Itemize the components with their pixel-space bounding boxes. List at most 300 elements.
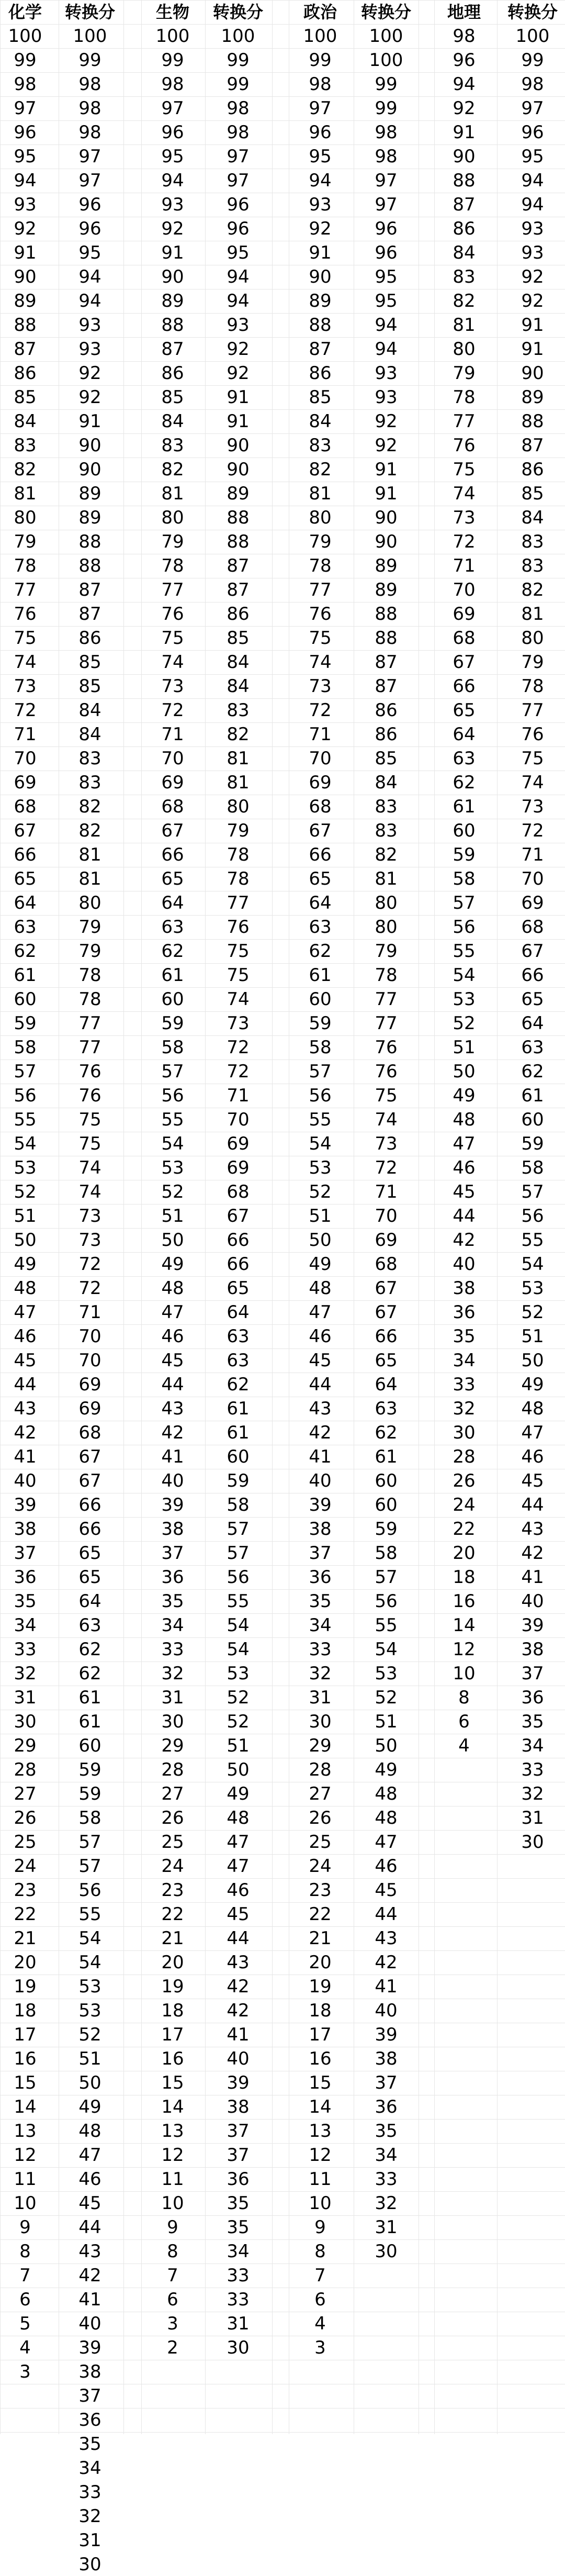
converted-score-cell: 53 [78,2000,101,2021]
raw-score-cell: 23 [309,1880,332,1901]
converted-score-cell: 59 [78,1759,101,1780]
converted-score-cell: 49 [78,2097,101,2117]
converted-score-cell: 51 [521,1326,544,1347]
converted-score-cell: 92 [227,363,250,384]
converted-score-cell: 92 [78,363,101,384]
raw-score-cell: 42 [309,1422,332,1443]
converted-score-cell: 61 [521,1085,544,1106]
raw-score-cell: 72 [309,700,332,721]
converted-score-cell: 67 [227,1206,250,1226]
raw-score-cell: 86 [309,363,332,384]
raw-score-cell: 3 [19,2361,31,2382]
converted-score-cell: 63 [78,1615,101,1636]
converted-score-cell: 89 [375,555,398,576]
converted-score-cell: 83 [78,748,101,769]
converted-score-cell: 99 [227,50,250,71]
raw-score-cell: 65 [161,868,184,889]
converted-score-cell: 81 [78,868,101,889]
raw-score-cell: 88 [453,170,476,191]
raw-score-cell: 69 [161,772,184,793]
raw-score-cell: 62 [14,941,37,962]
raw-score-cell: 98 [14,74,37,95]
raw-score-cell: 77 [309,579,332,600]
converted-score-cell: 73 [521,796,544,817]
converted-score-cell: 72 [78,1278,101,1299]
raw-score-cell: 15 [161,2072,184,2093]
raw-score-cell: 4 [19,2337,31,2358]
converted-score-cell: 35 [227,2217,250,2238]
raw-score-cell: 38 [161,1519,184,1540]
converted-score-cell: 62 [78,1639,101,1660]
raw-score-cell: 16 [453,1591,476,1612]
converted-score-cell: 47 [521,1422,544,1443]
converted-score-cell: 63 [375,1398,398,1419]
raw-score-cell: 21 [309,1928,332,1949]
raw-score-cell: 8 [314,2241,326,2262]
converted-score-cell: 49 [521,1374,544,1395]
converted-score-cell: 84 [375,772,398,793]
raw-score-cell: 31 [14,1687,37,1708]
raw-score-cell: 66 [161,844,184,865]
converted-score-cell: 68 [227,1181,250,1202]
raw-score-cell: 15 [309,2072,332,2093]
converted-score-cell: 34 [375,2145,398,2166]
converted-score-cell: 94 [78,266,101,287]
converted-score-cell: 47 [78,2145,101,2166]
converted-score-cell: 53 [375,1663,398,1684]
raw-score-cell: 87 [14,339,37,360]
raw-score-cell: 8 [19,2241,31,2262]
converted-score-cell: 90 [78,435,101,456]
converted-score-cell: 87 [78,604,101,625]
raw-score-cell: 3 [314,2337,326,2358]
raw-score-cell: 69 [309,772,332,793]
raw-score-cell: 64 [161,893,184,913]
raw-score-cell: 57 [14,1061,37,1082]
converted-score-cell: 87 [227,555,250,576]
converted-score-cell: 98 [227,98,250,119]
raw-score-cell: 82 [161,459,184,480]
raw-score-cell: 9 [314,2217,326,2238]
raw-score-cell: 74 [453,483,476,504]
converted-score-cell: 79 [78,941,101,962]
raw-score-cell: 10 [309,2193,332,2214]
raw-score-cell: 43 [14,1398,37,1419]
raw-score-cell: 100 [155,26,190,47]
raw-score-cell: 83 [14,435,37,456]
converted-score-cell: 78 [227,844,250,865]
converted-score-cell: 63 [521,1037,544,1058]
converted-score-cell: 90 [375,507,398,528]
raw-score-cell: 54 [14,1133,37,1154]
converted-score-cell: 31 [521,1808,544,1828]
grid-line-vertical [123,0,124,2434]
converted-score-cell: 98 [227,122,250,143]
converted-score-cell: 45 [78,2193,101,2214]
converted-score-cell: 77 [227,893,250,913]
raw-score-cell: 14 [161,2097,184,2117]
raw-score-cell: 44 [453,1206,476,1226]
converted-score-cell: 91 [375,483,398,504]
raw-score-cell: 84 [309,411,332,432]
converted-score-cell: 75 [78,1109,101,1130]
converted-score-cell: 39 [375,2024,398,2045]
converted-score-cell: 76 [78,1061,101,1082]
converted-score-cell: 93 [78,315,101,336]
converted-score-cell: 92 [227,339,250,360]
raw-score-cell: 63 [453,748,476,769]
converted-score-cell: 46 [227,1880,250,1901]
raw-score-cell: 98 [309,74,332,95]
converted-score-cell: 80 [521,628,544,649]
converted-score-cell: 74 [521,772,544,793]
raw-score-cell: 70 [309,748,332,769]
raw-score-cell: 92 [453,98,476,119]
converted-score-cell: 33 [78,2482,101,2503]
converted-score-cell: 98 [78,74,101,95]
converted-score-cell: 52 [227,1711,250,1732]
converted-score-cell: 73 [78,1206,101,1226]
raw-score-cell: 59 [161,1013,184,1034]
converted-score-header: 转换分 [212,2,263,22]
converted-score-cell: 76 [521,724,544,745]
converted-score-cell: 61 [227,1422,250,1443]
converted-score-cell: 98 [375,122,398,143]
converted-score-cell: 72 [227,1061,250,1082]
converted-score-cell: 32 [78,2506,101,2527]
converted-score-cell: 30 [375,2241,398,2262]
converted-score-cell: 64 [375,1374,398,1395]
converted-score-cell: 72 [78,1254,101,1275]
converted-score-cell: 42 [375,1952,398,1973]
converted-score-cell: 30 [227,2337,250,2358]
raw-score-cell: 96 [14,122,37,143]
raw-score-cell: 22 [453,1519,476,1540]
converted-score-cell: 91 [78,411,101,432]
raw-score-cell: 24 [453,1495,476,1515]
raw-score-cell: 57 [161,1061,184,1082]
raw-score-cell: 49 [14,1254,37,1275]
raw-score-cell: 17 [161,2024,184,2045]
raw-score-cell: 14 [453,1615,476,1636]
converted-score-cell: 57 [227,1519,250,1540]
converted-score-cell: 62 [375,1422,398,1443]
grid-line-vertical [272,0,273,2434]
converted-score-cell: 82 [375,844,398,865]
raw-score-cell: 40 [309,1470,332,1491]
converted-score-cell: 75 [375,1085,398,1106]
converted-score-cell: 90 [375,531,398,552]
converted-score-cell: 35 [375,2121,398,2142]
raw-score-cell: 10 [14,2193,37,2214]
converted-score-header: 转换分 [507,2,558,22]
raw-score-cell: 65 [309,868,332,889]
converted-score-cell: 95 [227,242,250,263]
raw-score-cell: 64 [309,893,332,913]
converted-score-cell: 55 [375,1615,398,1636]
raw-score-cell: 55 [309,1109,332,1130]
raw-score-cell: 27 [14,1783,37,1804]
raw-score-cell: 59 [309,1013,332,1034]
raw-score-cell: 89 [14,291,37,311]
raw-score-cell: 22 [14,1904,37,1925]
raw-score-cell: 13 [161,2121,184,2142]
raw-score-cell: 20 [14,1952,37,1973]
converted-score-cell: 66 [227,1230,250,1251]
converted-score-cell: 47 [227,1832,250,1853]
raw-score-cell: 20 [453,1543,476,1564]
converted-score-cell: 52 [521,1302,544,1323]
converted-score-cell: 94 [227,266,250,287]
converted-score-cell: 37 [375,2072,398,2093]
subject-header: 政治 [303,2,337,22]
raw-score-cell: 87 [309,339,332,360]
converted-score-cell: 31 [375,2217,398,2238]
converted-score-cell: 60 [521,1109,544,1130]
raw-score-cell: 75 [309,628,332,649]
raw-score-cell: 95 [309,146,332,167]
raw-score-cell: 40 [161,1470,184,1491]
raw-score-cell: 55 [14,1109,37,1130]
converted-score-cell: 95 [375,291,398,311]
raw-score-cell: 19 [14,1976,37,1997]
raw-score-cell: 17 [14,2024,37,2045]
converted-score-cell: 81 [227,748,250,769]
converted-score-cell: 68 [78,1422,101,1443]
raw-score-cell: 94 [453,74,476,95]
converted-score-cell: 38 [521,1639,544,1660]
converted-score-cell: 94 [521,170,544,191]
raw-score-cell: 44 [309,1374,332,1395]
raw-score-cell: 82 [309,459,332,480]
converted-score-cell: 64 [521,1013,544,1034]
raw-score-cell: 66 [309,844,332,865]
converted-score-cell: 96 [78,218,101,239]
converted-score-cell: 65 [227,1278,250,1299]
converted-score-cell: 66 [227,1254,250,1275]
raw-score-cell: 92 [14,218,37,239]
raw-score-cell: 13 [14,2121,37,2142]
converted-score-cell: 96 [375,242,398,263]
converted-score-cell: 87 [375,676,398,697]
converted-score-cell: 97 [521,98,544,119]
converted-score-cell: 97 [375,170,398,191]
raw-score-cell: 18 [453,1567,476,1588]
converted-score-cell: 99 [227,74,250,95]
converted-score-cell: 98 [521,74,544,95]
raw-score-cell: 30 [453,1422,476,1443]
converted-score-cell: 73 [227,1013,250,1034]
raw-score-cell: 99 [161,50,184,71]
raw-score-cell: 76 [453,435,476,456]
converted-score-cell: 48 [521,1398,544,1419]
converted-score-cell: 96 [375,218,398,239]
raw-score-cell: 60 [309,989,332,1010]
raw-score-cell: 12 [14,2145,37,2166]
grid-line-vertical [497,0,498,2434]
converted-score-cell: 88 [521,411,544,432]
converted-score-cell: 56 [227,1567,250,1588]
converted-score-cell: 75 [227,941,250,962]
raw-score-cell: 75 [453,459,476,480]
raw-score-cell: 60 [14,989,37,1010]
converted-score-cell: 45 [227,1904,250,1925]
converted-score-cell: 93 [521,242,544,263]
converted-score-cell: 78 [375,965,398,986]
raw-score-cell: 28 [14,1759,37,1780]
converted-score-cell: 83 [227,700,250,721]
converted-score-cell: 41 [521,1567,544,1588]
raw-score-cell: 96 [309,122,332,143]
converted-score-cell: 69 [375,1230,398,1251]
converted-score-cell: 58 [521,1157,544,1178]
converted-score-cell: 93 [375,363,398,384]
converted-score-cell: 37 [521,1663,544,1684]
raw-score-cell: 37 [309,1543,332,1564]
converted-score-cell: 43 [227,1952,250,1973]
converted-score-cell: 36 [78,2410,101,2430]
raw-score-cell: 81 [309,483,332,504]
raw-score-cell: 21 [14,1928,37,1949]
raw-score-cell: 94 [14,170,37,191]
converted-score-cell: 48 [227,1808,250,1828]
converted-score-cell: 42 [521,1543,544,1564]
raw-score-cell: 6 [314,2289,326,2310]
converted-score-cell: 70 [521,868,544,889]
converted-score-cell: 41 [227,2024,250,2045]
raw-score-cell: 16 [14,2048,37,2069]
converted-score-cell: 59 [521,1133,544,1154]
converted-score-cell: 54 [227,1639,250,1660]
raw-score-cell: 76 [14,604,37,625]
raw-score-cell: 28 [161,1759,184,1780]
converted-score-cell: 90 [78,459,101,480]
raw-score-cell: 16 [309,2048,332,2069]
converted-score-cell: 76 [78,1085,101,1106]
converted-score-cell: 35 [78,2434,101,2455]
converted-score-cell: 59 [227,1470,250,1491]
raw-score-cell: 73 [309,676,332,697]
converted-score-cell: 95 [375,266,398,287]
raw-score-cell: 32 [161,1663,184,1684]
converted-score-cell: 56 [521,1206,544,1226]
raw-score-cell: 32 [453,1398,476,1419]
converted-score-cell: 72 [521,820,544,841]
converted-score-cell: 67 [375,1302,398,1323]
raw-score-cell: 30 [14,1711,37,1732]
converted-score-cell: 49 [375,1759,398,1780]
raw-score-cell: 90 [14,266,37,287]
subject-header: 化学 [8,2,42,22]
converted-score-cell: 48 [78,2121,101,2142]
converted-score-cell: 77 [78,1037,101,1058]
converted-score-cell: 46 [375,1856,398,1877]
raw-score-cell: 34 [14,1615,37,1636]
converted-score-header: 转换分 [360,2,411,22]
converted-score-cell: 90 [521,363,544,384]
raw-score-cell: 83 [309,435,332,456]
converted-score-cell: 89 [521,387,544,408]
raw-score-cell: 23 [161,1880,184,1901]
converted-score-cell: 87 [78,579,101,600]
raw-score-cell: 19 [161,1976,184,1997]
converted-score-cell: 47 [227,1856,250,1877]
raw-score-cell: 12 [309,2145,332,2166]
converted-score-cell: 88 [227,531,250,552]
raw-score-cell: 13 [309,2121,332,2142]
raw-score-cell: 58 [309,1037,332,1058]
converted-score-cell: 93 [227,315,250,336]
converted-score-cell: 85 [78,676,101,697]
raw-score-cell: 62 [453,772,476,793]
raw-score-cell: 4 [314,2313,326,2334]
converted-score-cell: 82 [521,579,544,600]
raw-score-cell: 11 [161,2169,184,2190]
raw-score-cell: 28 [309,1759,332,1780]
raw-score-cell: 7 [167,2265,178,2286]
converted-score-cell: 38 [375,2048,398,2069]
converted-score-cell: 51 [375,1711,398,1732]
raw-score-cell: 92 [309,218,332,239]
converted-score-cell: 90 [227,459,250,480]
converted-score-cell: 95 [78,242,101,263]
raw-score-cell: 61 [14,965,37,986]
raw-score-cell: 67 [309,820,332,841]
raw-score-cell: 95 [14,146,37,167]
raw-score-cell: 98 [453,26,476,47]
raw-score-cell: 46 [453,1157,476,1178]
converted-score-cell: 91 [227,387,250,408]
converted-score-cell: 77 [521,700,544,721]
converted-score-cell: 97 [78,170,101,191]
raw-score-cell: 39 [14,1495,37,1515]
converted-score-cell: 40 [227,2048,250,2069]
raw-score-cell: 39 [161,1495,184,1515]
converted-score-cell: 88 [78,531,101,552]
raw-score-cell: 6 [458,1711,470,1732]
raw-score-cell: 33 [14,1639,37,1660]
raw-score-cell: 31 [161,1687,184,1708]
converted-score-cell: 95 [521,146,544,167]
converted-score-cell: 50 [78,2072,101,2093]
converted-score-cell: 69 [227,1157,250,1178]
raw-score-cell: 45 [161,1350,184,1371]
converted-score-cell: 67 [78,1470,101,1491]
converted-score-cell: 39 [227,2072,250,2093]
raw-score-cell: 43 [309,1398,332,1419]
raw-score-cell: 90 [309,266,332,287]
converted-score-cell: 57 [78,1832,101,1853]
converted-score-cell: 94 [521,194,544,215]
converted-score-cell: 75 [78,1133,101,1154]
converted-score-cell: 86 [78,628,101,649]
converted-score-cell: 60 [375,1470,398,1491]
raw-score-cell: 20 [161,1952,184,1973]
raw-score-cell: 80 [14,507,37,528]
converted-score-cell: 89 [78,507,101,528]
converted-score-cell: 33 [227,2265,250,2286]
converted-score-cell: 32 [375,2193,398,2214]
raw-score-cell: 47 [14,1302,37,1323]
converted-score-cell: 96 [78,194,101,215]
converted-score-cell: 93 [375,387,398,408]
converted-score-cell: 80 [375,917,398,938]
converted-score-cell: 82 [227,724,250,745]
converted-score-cell: 41 [375,1976,398,1997]
raw-score-cell: 69 [453,604,476,625]
raw-score-cell: 85 [161,387,184,408]
raw-score-cell: 89 [309,291,332,311]
